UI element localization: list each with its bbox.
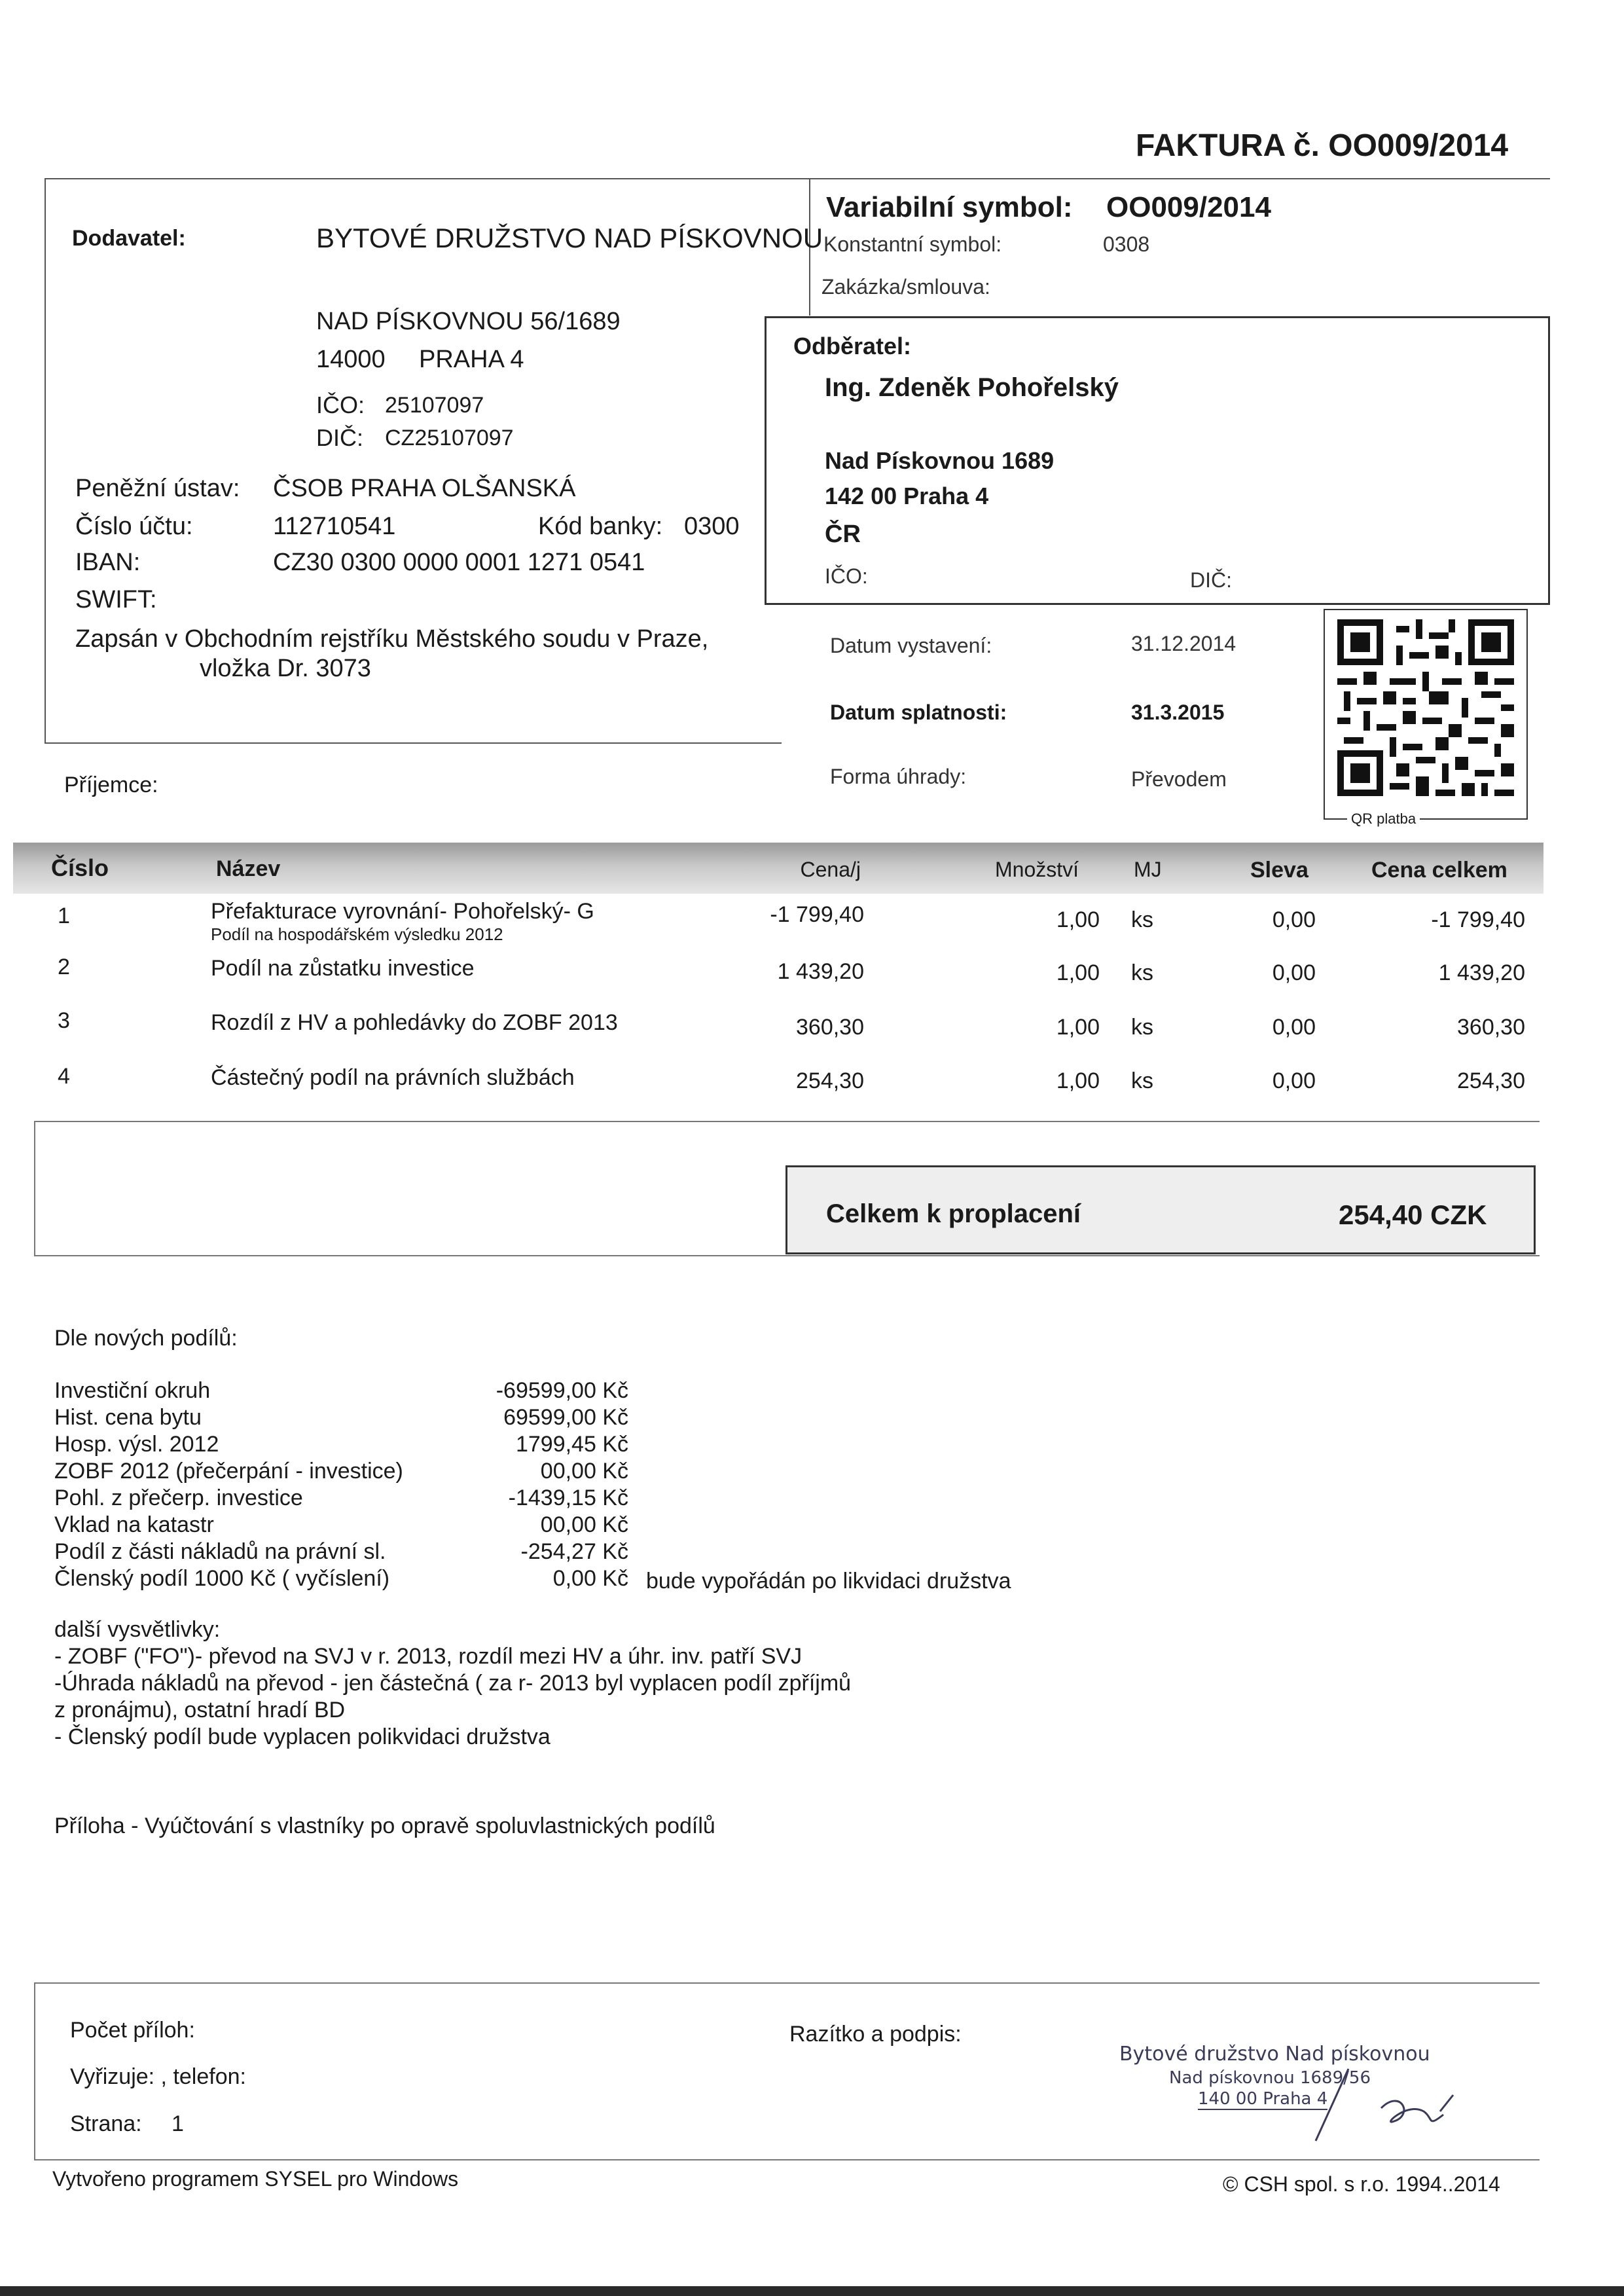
footer-left-line — [34, 1982, 35, 2159]
note-label: Vklad na katastr — [54, 1512, 214, 1537]
note-value: -254,27 Kč — [520, 1539, 628, 1564]
row-unit: ks — [1131, 907, 1153, 932]
total-frame-left — [34, 1121, 35, 1255]
header-number: Číslo — [51, 854, 109, 881]
supplier-city: PRAHA 4 — [419, 346, 524, 373]
attachment-note: Příloha - Vyúčtování s vlastníky po opravě spoluvlastnických podílů — [54, 1813, 715, 1838]
page-number: 1 — [171, 2111, 184, 2136]
stamp-line1: Bytové družstvo Nad pískovnou — [1119, 2043, 1430, 2066]
header-unit-price: Cena/j — [800, 858, 861, 881]
row-name: Částečný podíl na právních službách — [211, 1065, 575, 1090]
order-label: Zakázka/smlouva: — [821, 275, 990, 299]
note-value: 00,00 Kč — [540, 1512, 628, 1537]
customer-name: Ing. Zdeněk Pohořelský — [825, 373, 1119, 402]
row-number: 4 — [58, 1064, 70, 1089]
attachments-count-label: Počet příloh: — [70, 2018, 195, 2043]
recipient-label: Příjemce: — [64, 773, 158, 797]
bank-code-label: Kód banky: — [538, 513, 663, 540]
row-number: 2 — [58, 955, 70, 979]
bank-label: Peněžní ústav: — [75, 475, 240, 502]
row-discount: 0,00 — [1272, 907, 1316, 932]
note-label: Členský podíl 1000 Kč ( vyčíslení) — [54, 1566, 390, 1591]
row-number: 3 — [58, 1008, 70, 1033]
customer-dic-label: DIČ: — [1190, 568, 1232, 592]
customer-street: Nad Pískovnou 1689 — [825, 447, 1055, 474]
invoice-title: FAKTURA č. OO009/2014 — [1136, 128, 1509, 163]
issued-label: Datum vystavení: — [830, 634, 992, 657]
row-quantity: 1,00 — [1056, 1068, 1100, 1093]
account-label: Číslo účtu: — [75, 513, 193, 540]
note-value: -69599,00 Kč — [496, 1378, 628, 1403]
note-value: -1439,15 Kč — [508, 1485, 628, 1510]
issued-date: 31.12.2014 — [1131, 632, 1236, 655]
supplier-bottom-line — [45, 742, 782, 744]
software-credit: Vytvořeno programem SYSEL pro Windows — [52, 2167, 459, 2191]
row-number: 1 — [58, 903, 70, 928]
variable-symbol-label: Variabilní symbol: — [826, 191, 1073, 223]
explain-line: z pronájmu), ostatní hradí BD — [54, 1698, 346, 1722]
registry-line1: Zapsán v Obchodním rejstříku Městského soudu v Praze, — [75, 625, 709, 653]
payment-method: Převodem — [1131, 767, 1227, 791]
supplier-label: Dodavatel: — [72, 226, 186, 251]
note-label: ZOBF 2012 (přečerpání - investice) — [54, 1459, 403, 1484]
total-label: Celkem k proplacení — [826, 1199, 1081, 1228]
supplier-name: BYTOVÉ DRUŽSTVO NAD PÍSKOVNOU — [316, 223, 823, 253]
row-total: 360,30 — [1457, 1015, 1525, 1040]
note-label: Hosp. výsl. 2012 — [54, 1432, 219, 1457]
items-bottom-line — [34, 1121, 1540, 1122]
constant-symbol-value: 0308 — [1103, 232, 1150, 256]
customer-label: Odběratel: — [793, 333, 912, 359]
header-discount: Sleva — [1250, 858, 1308, 883]
qr-label: QR platba — [1347, 811, 1420, 828]
note-value: 0,00 Kč — [552, 1566, 628, 1591]
explain-line: - Členský podíl bude vyplacen polikvidaci družstva — [54, 1724, 550, 1749]
explain-heading: další vysvětlivky: — [54, 1617, 221, 1642]
note-value: 00,00 Kč — [540, 1459, 628, 1484]
supplier-zip: 14000 — [316, 346, 386, 373]
total-value: 254,40 CZK — [1339, 1199, 1487, 1230]
row-quantity: 1,00 — [1056, 907, 1100, 932]
scan-edge — [0, 2286, 1624, 2296]
supplier-street: NAD PÍSKOVNOU 56/1689 — [316, 308, 621, 335]
stamp-line3: 140 00 Praha 4 — [1198, 2089, 1328, 2109]
qr-frame — [1324, 609, 1528, 820]
stamp-label: Razítko a podpis: — [789, 2022, 962, 2047]
frame-left-line — [45, 178, 46, 742]
copyright: © CSH spol. s r.o. 1994..2014 — [1223, 2172, 1500, 2196]
iban-label: IBAN: — [75, 549, 141, 576]
swift-label: SWIFT: — [75, 586, 157, 613]
row-name: Přefakturace vyrovnání- Pohořelský- G — [211, 899, 594, 924]
customer-ico-label: IČO: — [825, 564, 868, 588]
handled-by-label: Vyřizuje: , telefon: — [70, 2064, 246, 2089]
row-unit-price: 254,30 — [796, 1068, 864, 1093]
supplier-ico: 25107097 — [385, 393, 484, 418]
note-label: Podíl z části nákladů na právní sl. — [54, 1539, 386, 1564]
explain-line: - ZOBF ("FO")- převod na SVJ v r. 2013, rozdíl mezi HV a úhr. inv. patří SVJ — [54, 1644, 803, 1669]
frame-top-line — [45, 178, 1550, 179]
stamp-line2: Nad pískovnou 1689/56 — [1169, 2068, 1371, 2088]
header-total: Cena celkem — [1371, 858, 1507, 883]
row-quantity: 1,00 — [1056, 1015, 1100, 1040]
row-name: Rozdíl z HV a pohledávky do ZOBF 2013 — [211, 1010, 618, 1035]
iban-value: CZ30 0300 0000 0001 1271 0541 — [273, 549, 645, 576]
row-unit: ks — [1131, 960, 1153, 985]
due-label: Datum splatnosti: — [830, 701, 1007, 724]
note-value: 1799,45 Kč — [515, 1432, 628, 1457]
row-quantity: 1,00 — [1056, 960, 1100, 985]
row-discount: 0,00 — [1272, 960, 1316, 985]
explain-line: -Úhrada nákladů na převod - jen částečná ( za r- 2013 byl vyplacen podíl zpříjmů — [54, 1671, 852, 1696]
customer-country: ČR — [825, 520, 861, 548]
supplier-ico-label: IČO: — [316, 392, 365, 418]
row-discount: 0,00 — [1272, 1015, 1316, 1040]
notes-heading: Dle nových podílů: — [54, 1326, 238, 1351]
payment-label: Forma úhrady: — [830, 765, 967, 788]
footer-top-line — [34, 1982, 1540, 1984]
bank-name: ČSOB PRAHA OLŠANSKÁ — [273, 475, 576, 502]
header-quantity: Množství — [995, 858, 1079, 881]
header-name: Název — [216, 856, 281, 881]
row-total: -1 799,40 — [1431, 907, 1525, 932]
row-unit: ks — [1131, 1015, 1153, 1040]
bank-code: 0300 — [684, 513, 740, 540]
signature-icon — [1303, 2049, 1460, 2147]
row-name: Podíl na zůstatku investice — [211, 956, 475, 981]
variable-symbol-value: OO009/2014 — [1106, 191, 1271, 223]
customer-city: 142 00 Praha 4 — [825, 483, 989, 509]
note-extra: bude vypořádán po likvidaci družstva — [646, 1569, 1011, 1594]
row-total: 254,30 — [1457, 1068, 1525, 1093]
row-unit-price: -1 799,40 — [770, 902, 864, 927]
account-number: 112710541 — [273, 513, 396, 540]
note-value: 69599,00 Kč — [503, 1405, 628, 1430]
page-label: Strana: — [70, 2111, 142, 2136]
supplier-dic: CZ25107097 — [385, 426, 514, 450]
row-unit: ks — [1131, 1068, 1153, 1093]
footer-bottom-line — [34, 2159, 1540, 2160]
note-label: Hist. cena bytu — [54, 1405, 202, 1430]
row-unit-price: 360,30 — [796, 1015, 864, 1040]
row-unit-price: 1 439,20 — [777, 959, 864, 984]
total-frame-bottom — [34, 1255, 1540, 1256]
registry-line2: vložka Dr. 3073 — [200, 655, 371, 682]
row-discount: 0,00 — [1272, 1068, 1316, 1093]
note-label: Investiční okruh — [54, 1378, 211, 1403]
header-unit: MJ — [1134, 858, 1162, 881]
supplier-dic-label: DIČ: — [316, 424, 363, 451]
note-label: Pohl. z přečerp. investice — [54, 1485, 303, 1510]
due-date: 31.3.2015 — [1131, 701, 1225, 724]
row-subtitle: Podíl na hospodářském výsledku 2012 — [211, 924, 503, 944]
qr-code-icon — [1337, 619, 1514, 796]
row-total: 1 439,20 — [1438, 960, 1525, 985]
constant-symbol-label: Konstantní symbol: — [823, 232, 1002, 256]
